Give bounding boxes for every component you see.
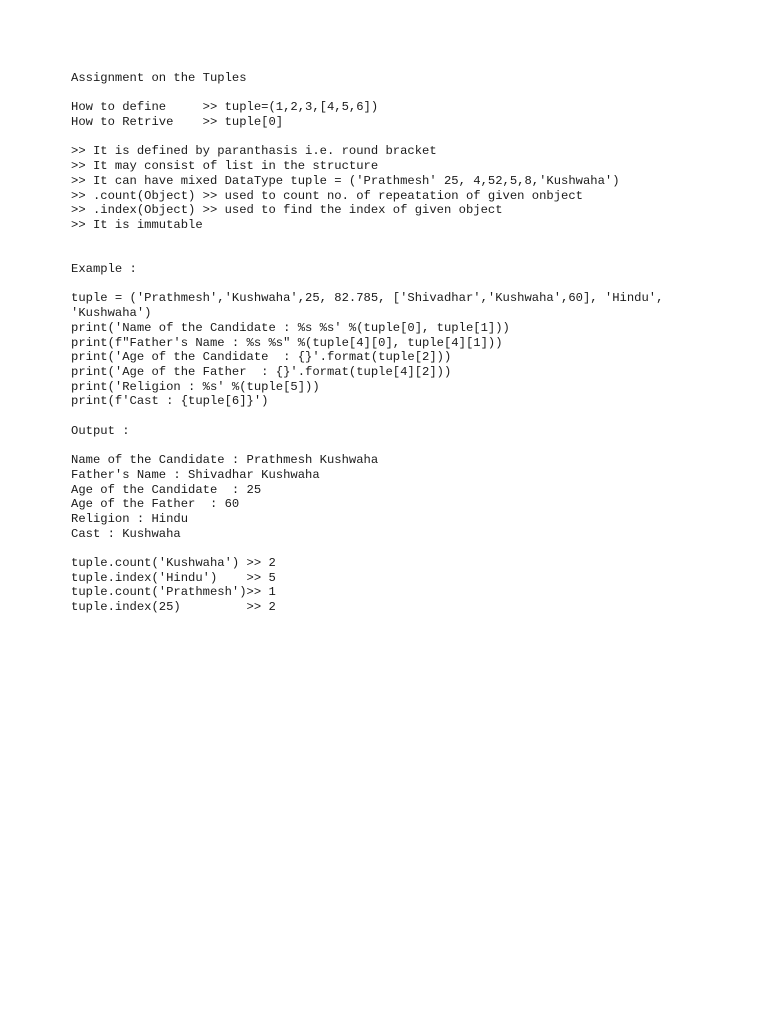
note-line: >> .count(Object) >> used to count no. of repeatation of given onbject (71, 188, 583, 203)
spacer (71, 438, 751, 453)
note-line: >> .index(Object) >> used to find the index of given object (71, 203, 503, 218)
spacer (71, 541, 751, 556)
example-heading: Example : (71, 262, 137, 277)
definition-line: How to define >> tuple=(1,2,3,[4,5,6]) (71, 100, 379, 115)
note-line: >> It may consist of list in the structure (71, 159, 379, 174)
spacer (71, 233, 751, 248)
definition-line: How to Retrive >> tuple[0] (71, 115, 284, 130)
output-line: Father's Name : Shivadhar Kushwaha (71, 467, 320, 482)
method-result-line: tuple.index('Hindu') >> 5 (71, 570, 276, 585)
definitions-section (71, 100, 751, 129)
code-line: print('Religion : %s' %(tuple[5])) (71, 379, 320, 394)
method-result-line: tuple.index(25) >> 2 (71, 600, 276, 615)
method-results-block (71, 556, 751, 615)
output-line: Cast : Kushwaha (71, 526, 181, 541)
example-code-block (71, 291, 751, 409)
output-heading: Output : (71, 423, 130, 438)
note-line: >> It is defined by paranthasis i.e. round bracket (71, 144, 437, 159)
output-line: Religion : Hindu (71, 511, 189, 526)
code-line: print('Age of the Candidate : {}'.format(tuple[2])) (71, 350, 452, 365)
document-page (71, 71, 751, 615)
notes-section (71, 144, 751, 232)
code-line: print('Name of the Candidate : %s %s' %(tuple[0], tuple[1])) (71, 320, 510, 335)
spacer (71, 247, 751, 262)
code-line: tuple = ('Prathmesh','Kushwaha',25, 82.785, ['Shivadhar','Kushwaha',60], 'Hindu', (71, 291, 664, 306)
spacer (71, 86, 751, 101)
output-block (71, 453, 751, 541)
output-line: Name of the Candidate : Prathmesh Kushwaha (71, 453, 379, 468)
note-line: >> It can have mixed DataType tuple = ('Prathmesh' 25, 4,52,5,8,'Kushwaha') (71, 173, 620, 188)
output-line: Age of the Candidate : 25 (71, 482, 262, 497)
spacer (71, 409, 751, 424)
note-line: >> It is immutable (71, 218, 203, 232)
code-line: print(f"Father's Name : %s %s" %(tuple[4][0], tuple[4][1])) (71, 335, 503, 350)
spacer (71, 130, 751, 145)
code-line: print('Age of the Father : {}'.format(tuple[4][2])) (71, 364, 452, 379)
spacer (71, 277, 751, 292)
output-line: Age of the Father : 60 (71, 497, 240, 512)
method-result-line: tuple.count('Kushwaha') >> 2 (71, 556, 276, 571)
document-title: Assignment on the Tuples (71, 71, 247, 85)
code-line: print(f'Cast : {tuple[6]}') (71, 394, 269, 409)
code-line: 'Kushwaha') (71, 306, 152, 321)
method-result-line: tuple.count('Prathmesh')>> 1 (71, 585, 276, 600)
